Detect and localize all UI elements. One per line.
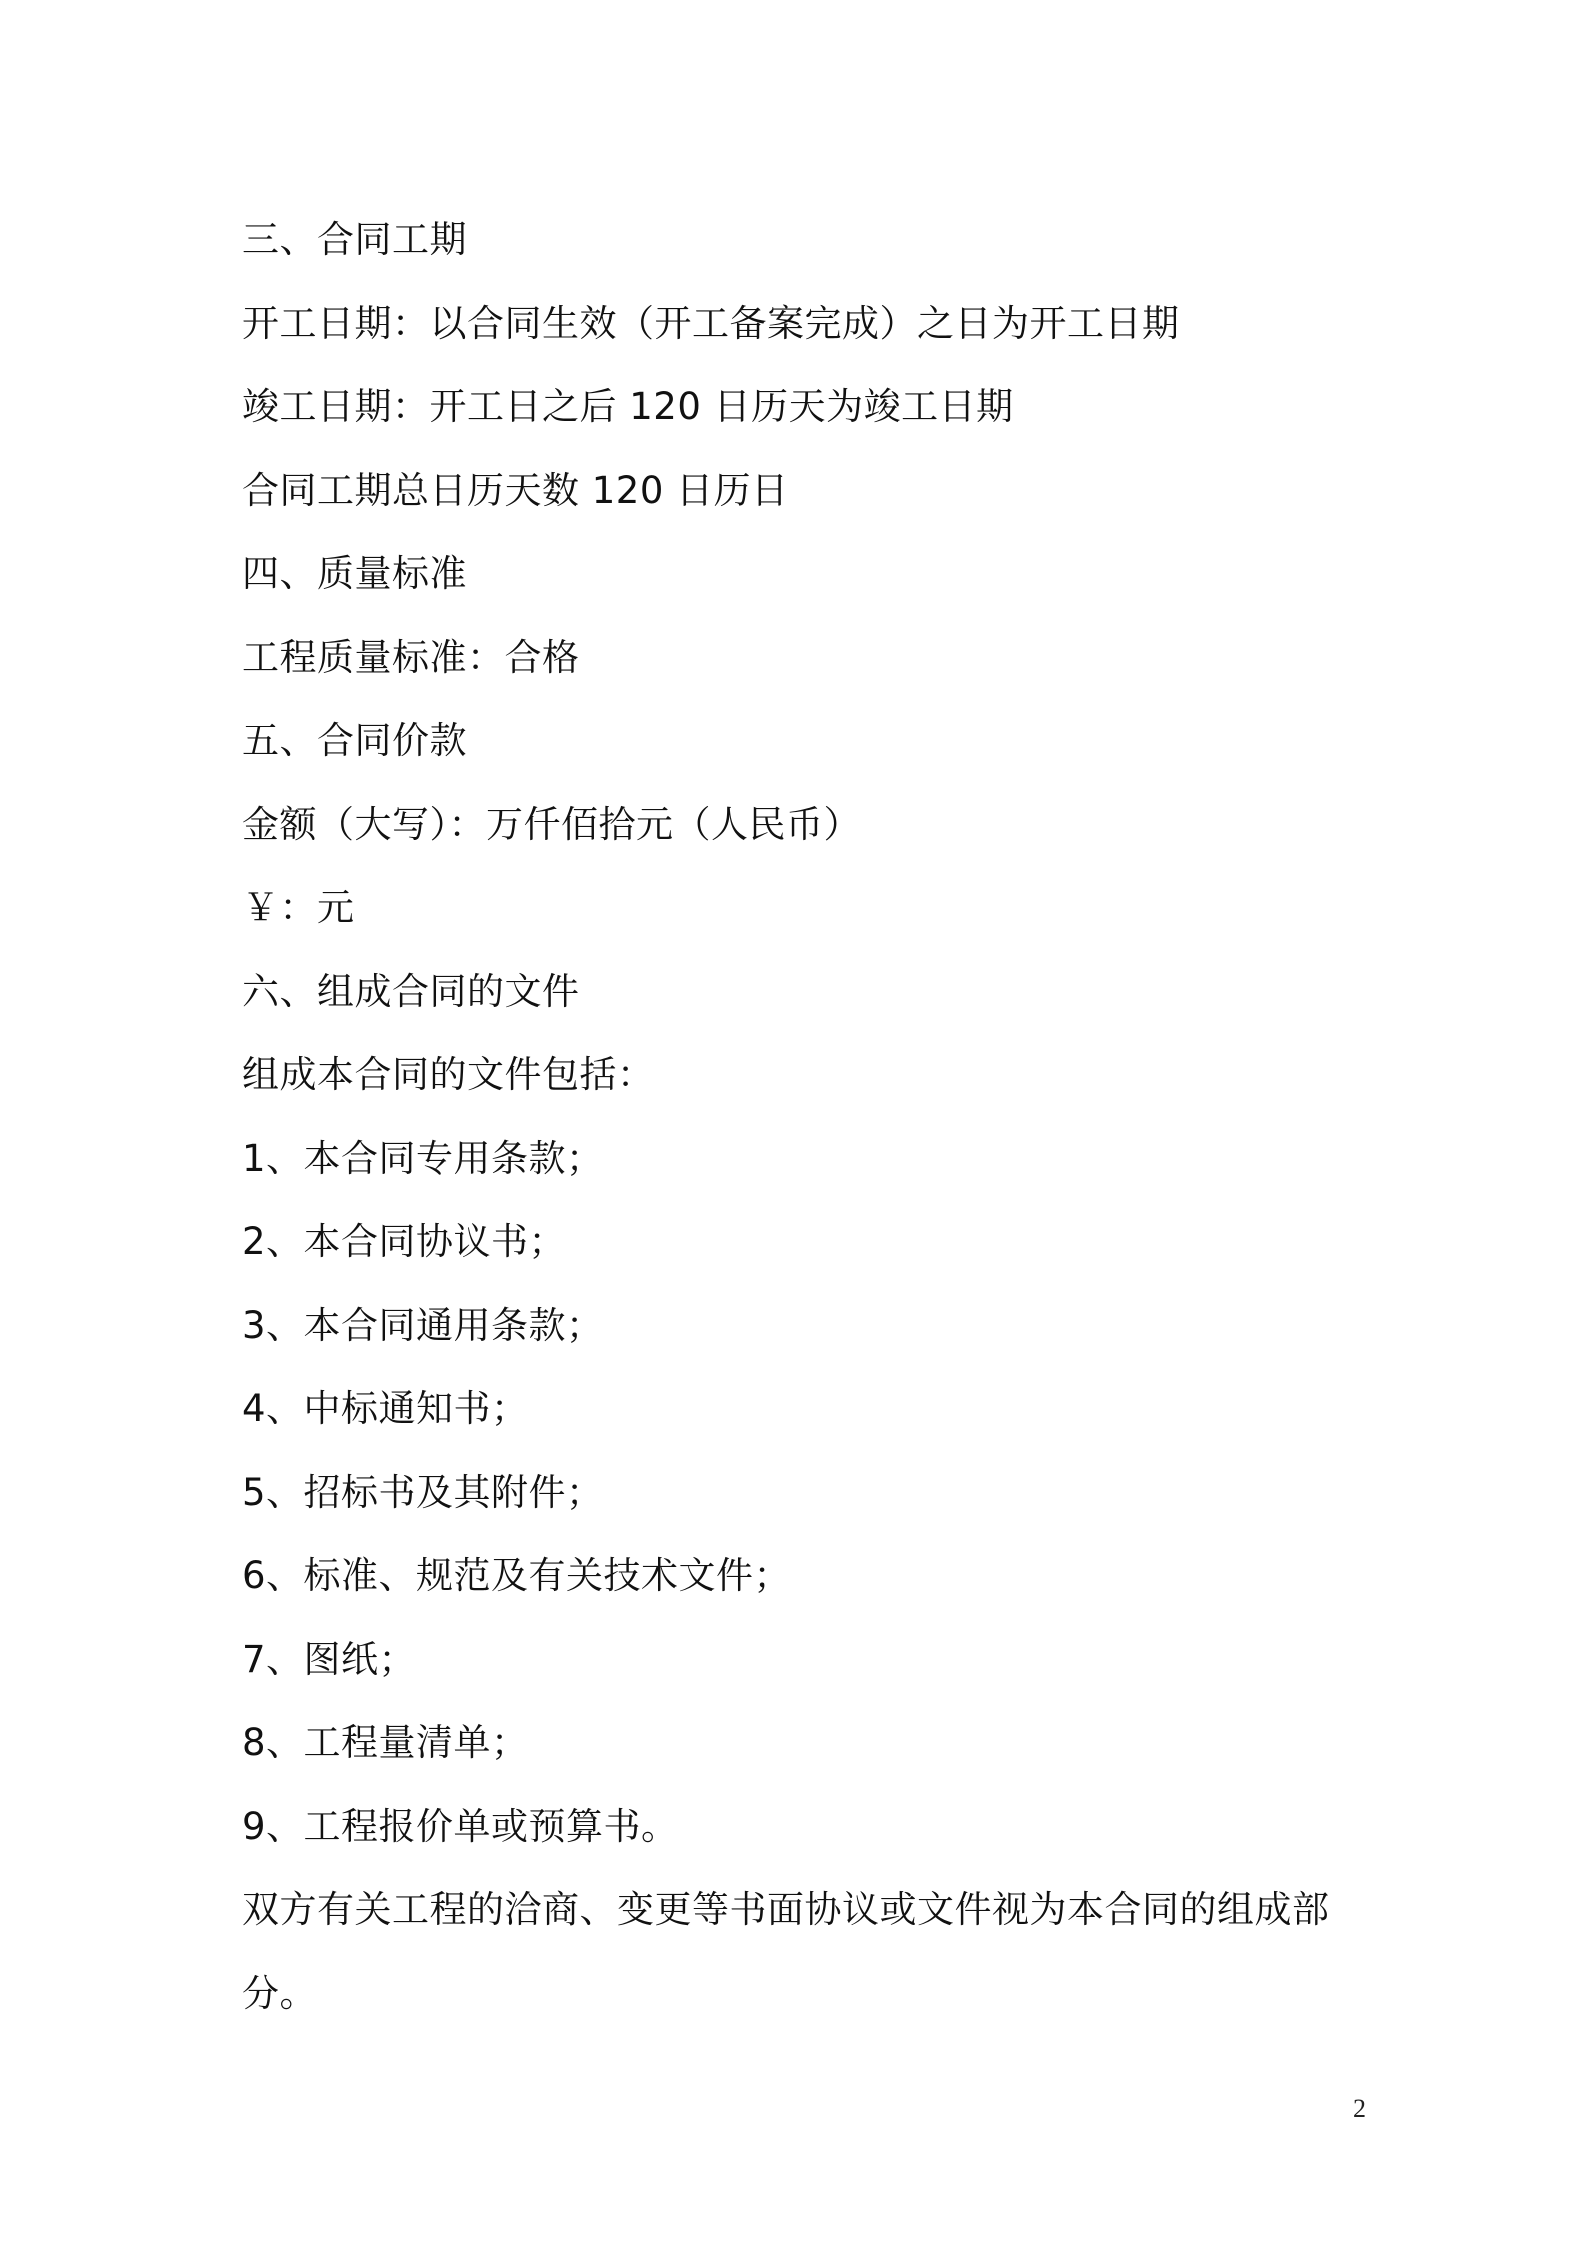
start-date-text: 开工日期：以合同生效（开工备案完成）之日为开工日期 (242, 301, 1180, 345)
section-heading-quality-standard: 四、质量标准 (242, 552, 467, 595)
page-number: 2 (1353, 2094, 1366, 2123)
document-list-item: 8、工程量清单； (242, 1721, 529, 1764)
completion-date-text: 竣工日期：开工日之后 120 日历天为竣工日期 (242, 385, 1014, 428)
section-heading-contract-period: 三、合同工期 (242, 218, 467, 261)
document-list-item: 9、工程报价单或预算书。 (242, 1804, 679, 1848)
amount-in-figures-text: ￥：元 (242, 886, 355, 929)
document-list-item: 3、本合同通用条款； (242, 1303, 604, 1347)
quality-standard-text: 工程质量标准：合格 (242, 635, 580, 679)
section-heading-contract-documents: 六、组成合同的文件 (242, 969, 580, 1013)
document-list-item: 2、本合同协议书； (242, 1220, 567, 1263)
document-list-item: 5、招标书及其附件； (242, 1470, 604, 1514)
documents-intro-text: 组成本合同的文件包括： (242, 1053, 655, 1096)
closing-paragraph: 双方有关工程的洽商、变更等书面协议或文件视为本合同的组成部分。 (242, 1888, 1330, 2015)
section-heading-contract-price: 五、合同价款 (242, 719, 467, 762)
document-list-item: 7、图纸； (242, 1637, 417, 1681)
document-body (242, 198, 1362, 2035)
document-list-item: 1、本合同专用条款； (242, 1136, 604, 1180)
total-calendar-days-text: 合同工期总日历天数 120 日历日 (242, 468, 789, 512)
document-list-item: 6、标准、规范及有关技术文件； (242, 1554, 792, 1597)
document-list-item: 4、中标通知书； (242, 1387, 529, 1430)
amount-in-words-text: 金额（大写）：万仟佰拾元（人民币） (242, 802, 861, 846)
